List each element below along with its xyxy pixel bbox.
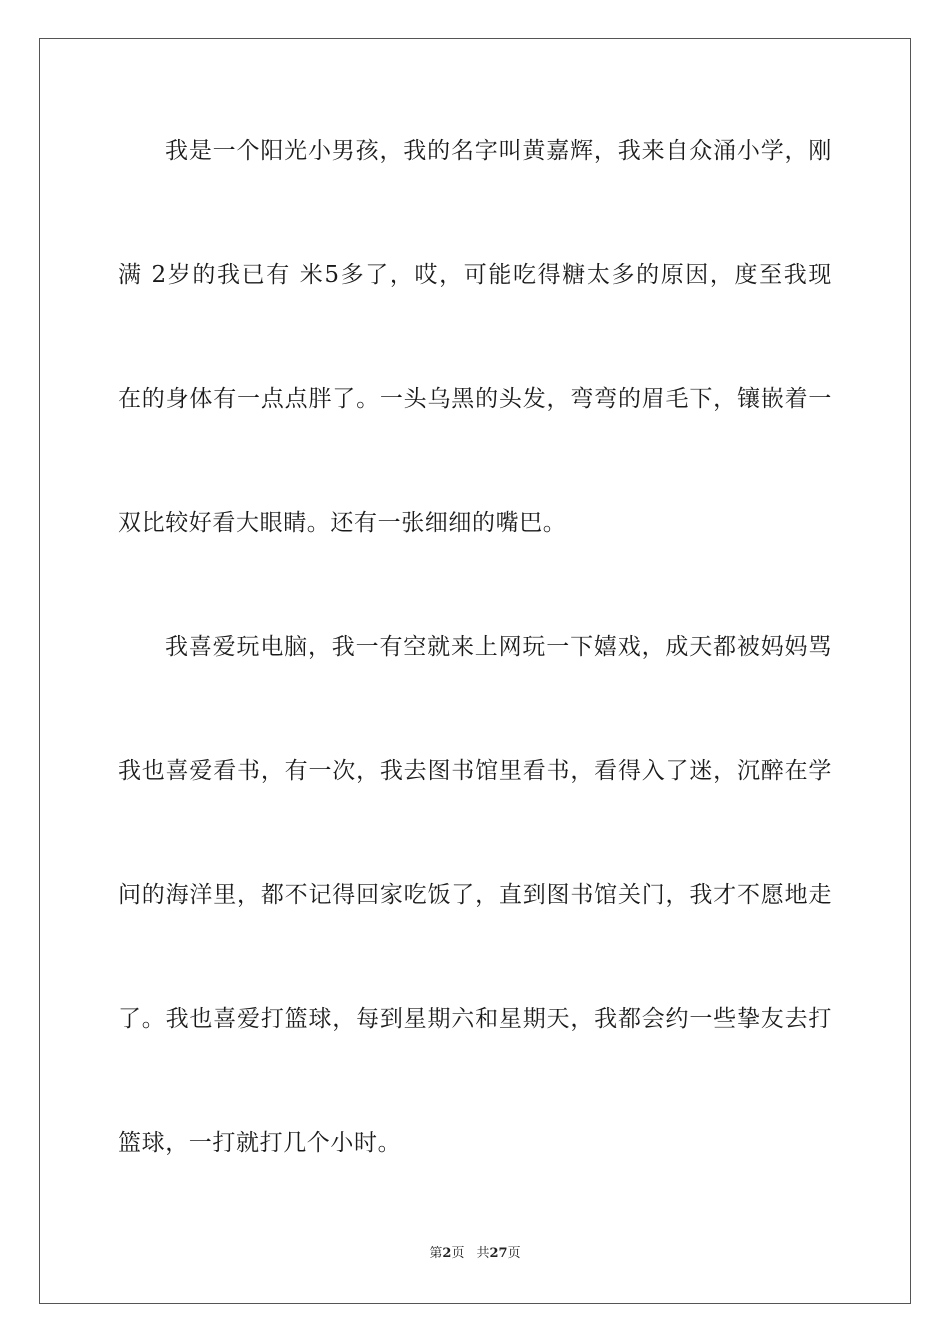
paragraph-2-line-1: 我喜爱玩电脑，我一有空就来上网玩一下嬉戏，成天都被妈妈骂 xyxy=(165,634,832,660)
current-page-number: 2 xyxy=(442,1246,452,1261)
total-prefix: 共 xyxy=(476,1246,490,1261)
total-page-count: 27 xyxy=(489,1246,508,1261)
paragraph-1-line-1: 我是一个阳光小男孩，我的名字叫黄嘉辉，我来自众涌小学，刚 xyxy=(165,138,832,164)
page-frame xyxy=(39,38,911,1304)
paragraph-2-line-5: 篮球，一打就打几个小时。 xyxy=(118,1130,402,1156)
page-unit: 页 xyxy=(451,1246,465,1261)
paragraph-1-line-4: 双比较好看大眼睛。还有一张细细的嘴巴。 xyxy=(118,510,567,536)
paragraph-2-line-4: 了。我也喜爱打篮球，每到星期六和星期天，我都会约一些挚友去打 xyxy=(118,1006,832,1032)
paragraph-1-line-3: 在的身体有一点点胖了。一头乌黑的头发，弯弯的眉毛下，镶嵌着一 xyxy=(118,386,832,412)
paragraph-2-line-2: 我也喜爱看书，有一次，我去图书馆里看书，看得入了迷，沉醉在学 xyxy=(118,758,832,784)
paragraph-1-line-2: 满 2岁的我已有 米5多了，哎，可能吃得糖太多的原因，度至我现 xyxy=(118,262,832,288)
paragraph-2-line-3: 问的海洋里，都不记得回家吃饭了，直到图书馆关门，我才不愿地走 xyxy=(118,882,832,908)
total-unit: 页 xyxy=(507,1246,521,1261)
page-prefix: 第 xyxy=(429,1246,443,1261)
page-footer xyxy=(0,1245,950,1263)
